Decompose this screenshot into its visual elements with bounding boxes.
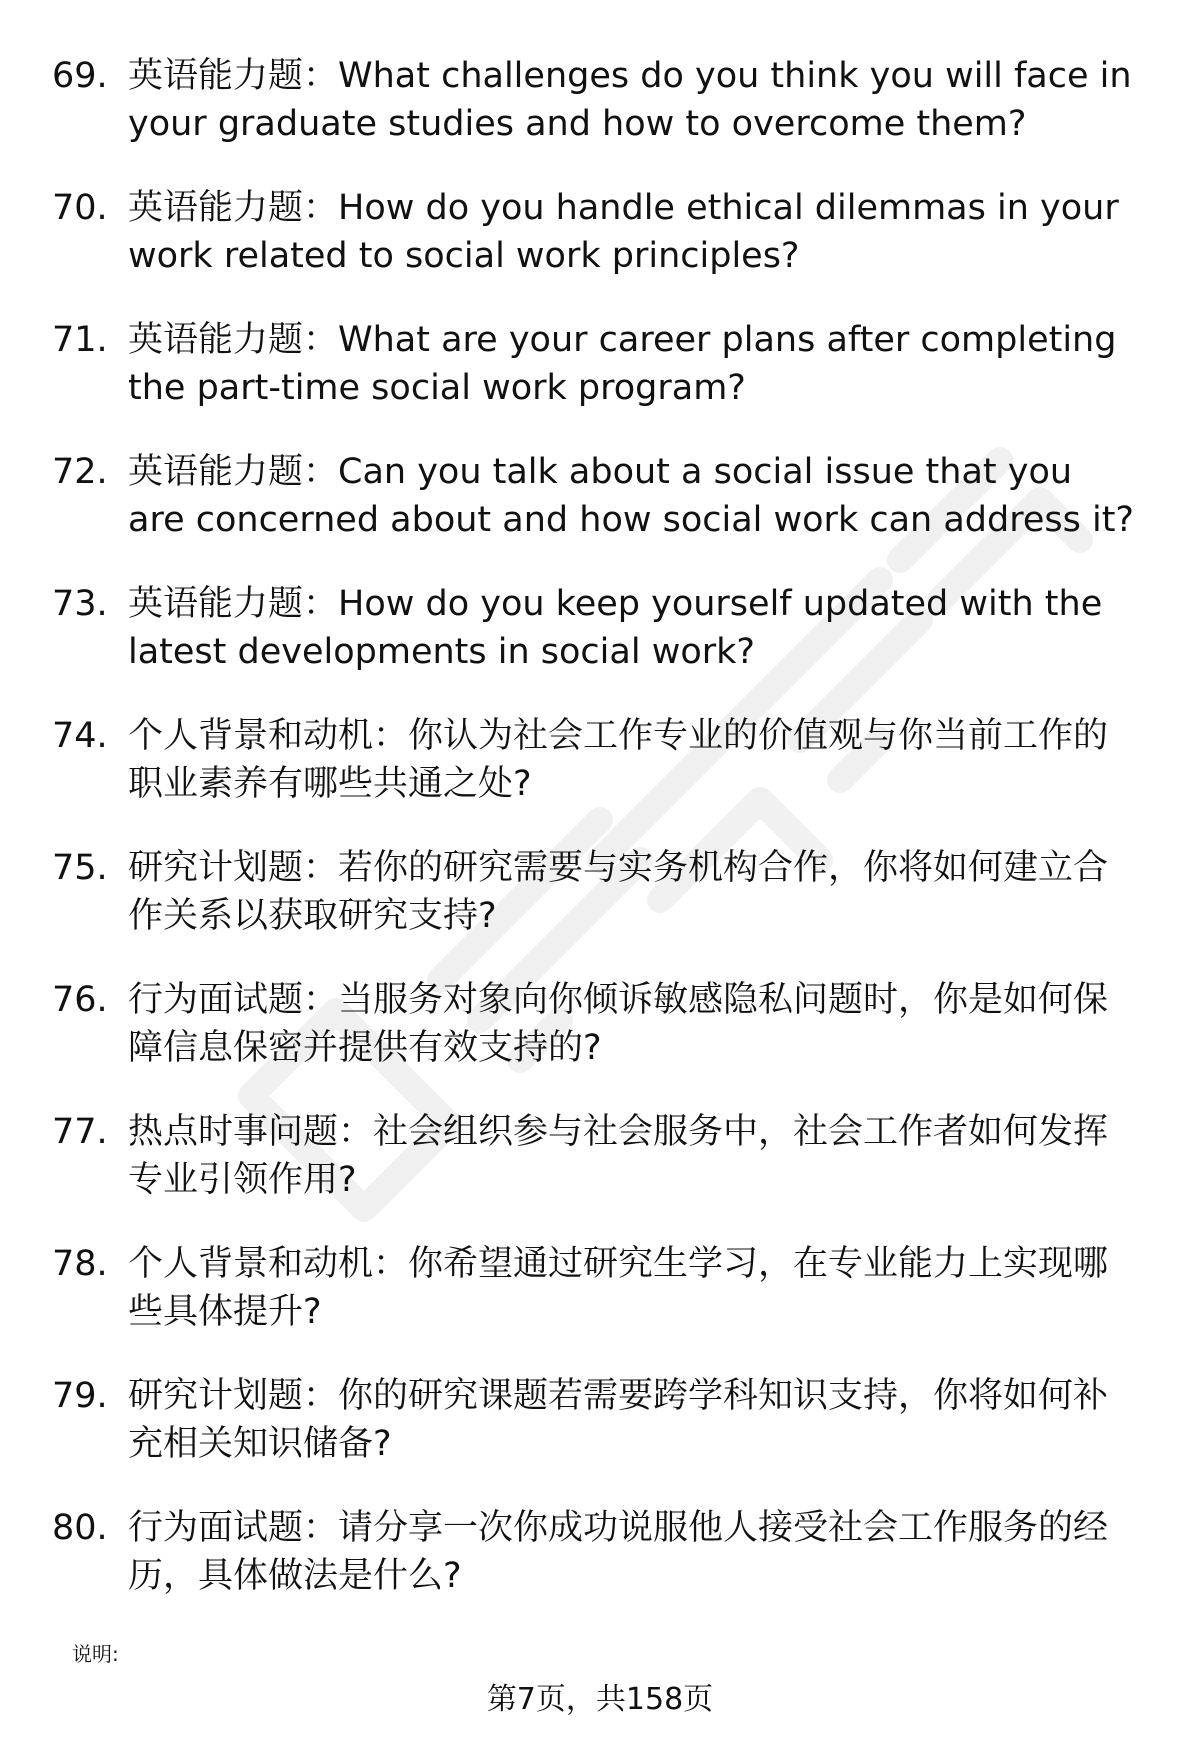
question-text: 个人背景和动机：你认为社会工作专业的价值观与你当前工作的职业素养有哪些共通之处? <box>128 716 1109 804</box>
page-indicator: 第7页，共158页 <box>486 1682 714 1717</box>
question-number: 71. <box>52 320 108 360</box>
question-number: 70. <box>52 188 108 228</box>
question-text: 热点时事问题：社会组织参与社会服务中，社会工作者如何发挥专业引领作用? <box>128 1112 1109 1200</box>
question-text: 英语能力题：What challenges do you think you will face in your graduate studies and how to overcome them? <box>128 56 1132 144</box>
question-item-79 <box>0 1372 1200 1504</box>
question-number: 76. <box>52 980 108 1020</box>
question-item-74 <box>0 712 1200 844</box>
question-number: 77. <box>52 1112 108 1152</box>
note-label: 说明: <box>72 1642 119 1666</box>
question-item-70 <box>0 184 1200 316</box>
question-text: 英语能力题：How do you keep yourself updated with the latest developments in social work? <box>128 584 1103 672</box>
question-item-71 <box>0 316 1200 448</box>
question-number: 79. <box>52 1376 108 1416</box>
question-text: 英语能力题：Can you talk about a social issue that you are concerned about and how social work can address it? <box>128 452 1134 540</box>
question-number: 80. <box>52 1508 108 1548</box>
question-item-78 <box>0 1240 1200 1372</box>
question-item-77 <box>0 1108 1200 1240</box>
question-item-76 <box>0 976 1200 1108</box>
question-text: 英语能力题：How do you handle ethical dilemmas in your work related to social work principles? <box>128 188 1119 276</box>
question-text: 行为面试题：当服务对象向你倾诉敏感隐私问题时，你是如何保障信息保密并提供有效支持的? <box>128 980 1109 1068</box>
question-text: 个人背景和动机：你希望通过研究生学习，在专业能力上实现哪些具体提升? <box>128 1244 1109 1332</box>
question-number: 74. <box>52 716 108 756</box>
question-text: 行为面试题：请分享一次你成功说服他人接受社会工作服务的经历，具体做法是什么? <box>128 1508 1109 1596</box>
question-item-73 <box>0 580 1200 712</box>
question-item-80 <box>0 1504 1200 1636</box>
question-text: 研究计划题：若你的研究需要与实务机构合作，你将如何建立合作关系以获取研究支持? <box>128 848 1109 936</box>
question-number: 69. <box>52 56 108 96</box>
question-number: 75. <box>52 848 108 888</box>
question-item-69 <box>0 52 1200 184</box>
question-item-72 <box>0 448 1200 580</box>
question-list <box>0 52 1200 1636</box>
question-number: 73. <box>52 584 108 624</box>
question-text: 英语能力题：What are your career plans after completing the part-time social work program? <box>128 320 1117 408</box>
question-number: 72. <box>52 452 108 492</box>
question-number: 78. <box>52 1244 108 1284</box>
question-text: 研究计划题：你的研究课题若需要跨学科知识支持，你将如何补充相关知识储备? <box>128 1376 1109 1464</box>
question-item-75 <box>0 844 1200 976</box>
